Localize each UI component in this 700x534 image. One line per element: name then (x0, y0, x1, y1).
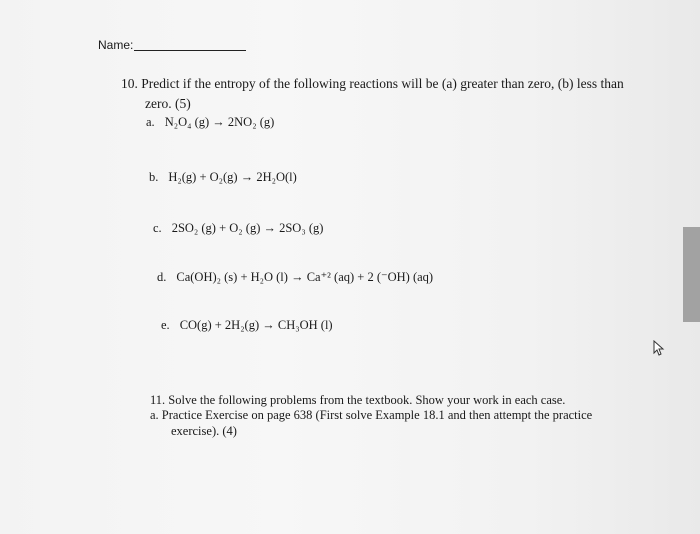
reaction-e (161, 318, 333, 333)
reaction-e-equation: CO(g) + 2H₂(g) → CH₃OH (l) (179, 318, 333, 332)
reaction-d (157, 269, 433, 285)
reaction-d-letter: d. (157, 270, 167, 284)
reaction-a-letter: a. (146, 115, 155, 129)
mouse-cursor-icon (652, 340, 666, 356)
question-11-item-a-line-1: a. Practice Exercise on page 638 (First solve Example 18.1 and then attempt the practice (150, 408, 593, 422)
reaction-c (153, 221, 323, 236)
reaction-b-equation: H₂(g) + O₂(g) → 2H₂O(l) (168, 170, 297, 184)
name-label: Name: (98, 38, 134, 52)
name-blank-line (134, 50, 246, 51)
question-11-prompt: 11. Solve the following problems from the textbook. Show your work in each case. (150, 393, 566, 407)
reaction-b (149, 170, 297, 185)
question-11-item-a-line-2: exercise). (4) (171, 424, 237, 438)
reaction-a-equation: N₂O₄ (g) → 2NO₂ (g) (164, 115, 275, 129)
reaction-b-letter: b. (149, 170, 159, 184)
reaction-d-equation: Ca(OH)₂ (s) + H₂O (l) → Ca⁺² (aq) + 2 (⁻OH) (aq) (176, 270, 434, 284)
question-10-prompt-line-2: zero. (5) (145, 96, 191, 111)
reaction-c-letter: c. (153, 221, 162, 235)
question-10-prompt-line-1: 10. Predict if the entropy of the following reactions will be (a) greater than zero, (b) less than (121, 76, 624, 91)
scrollbar-thumb[interactable] (683, 227, 700, 322)
reaction-e-letter: e. (161, 318, 170, 332)
reaction-a (146, 115, 274, 130)
reaction-c-equation: 2SO₂ (g) + O₂ (g) → 2SO₃ (g) (171, 221, 324, 235)
